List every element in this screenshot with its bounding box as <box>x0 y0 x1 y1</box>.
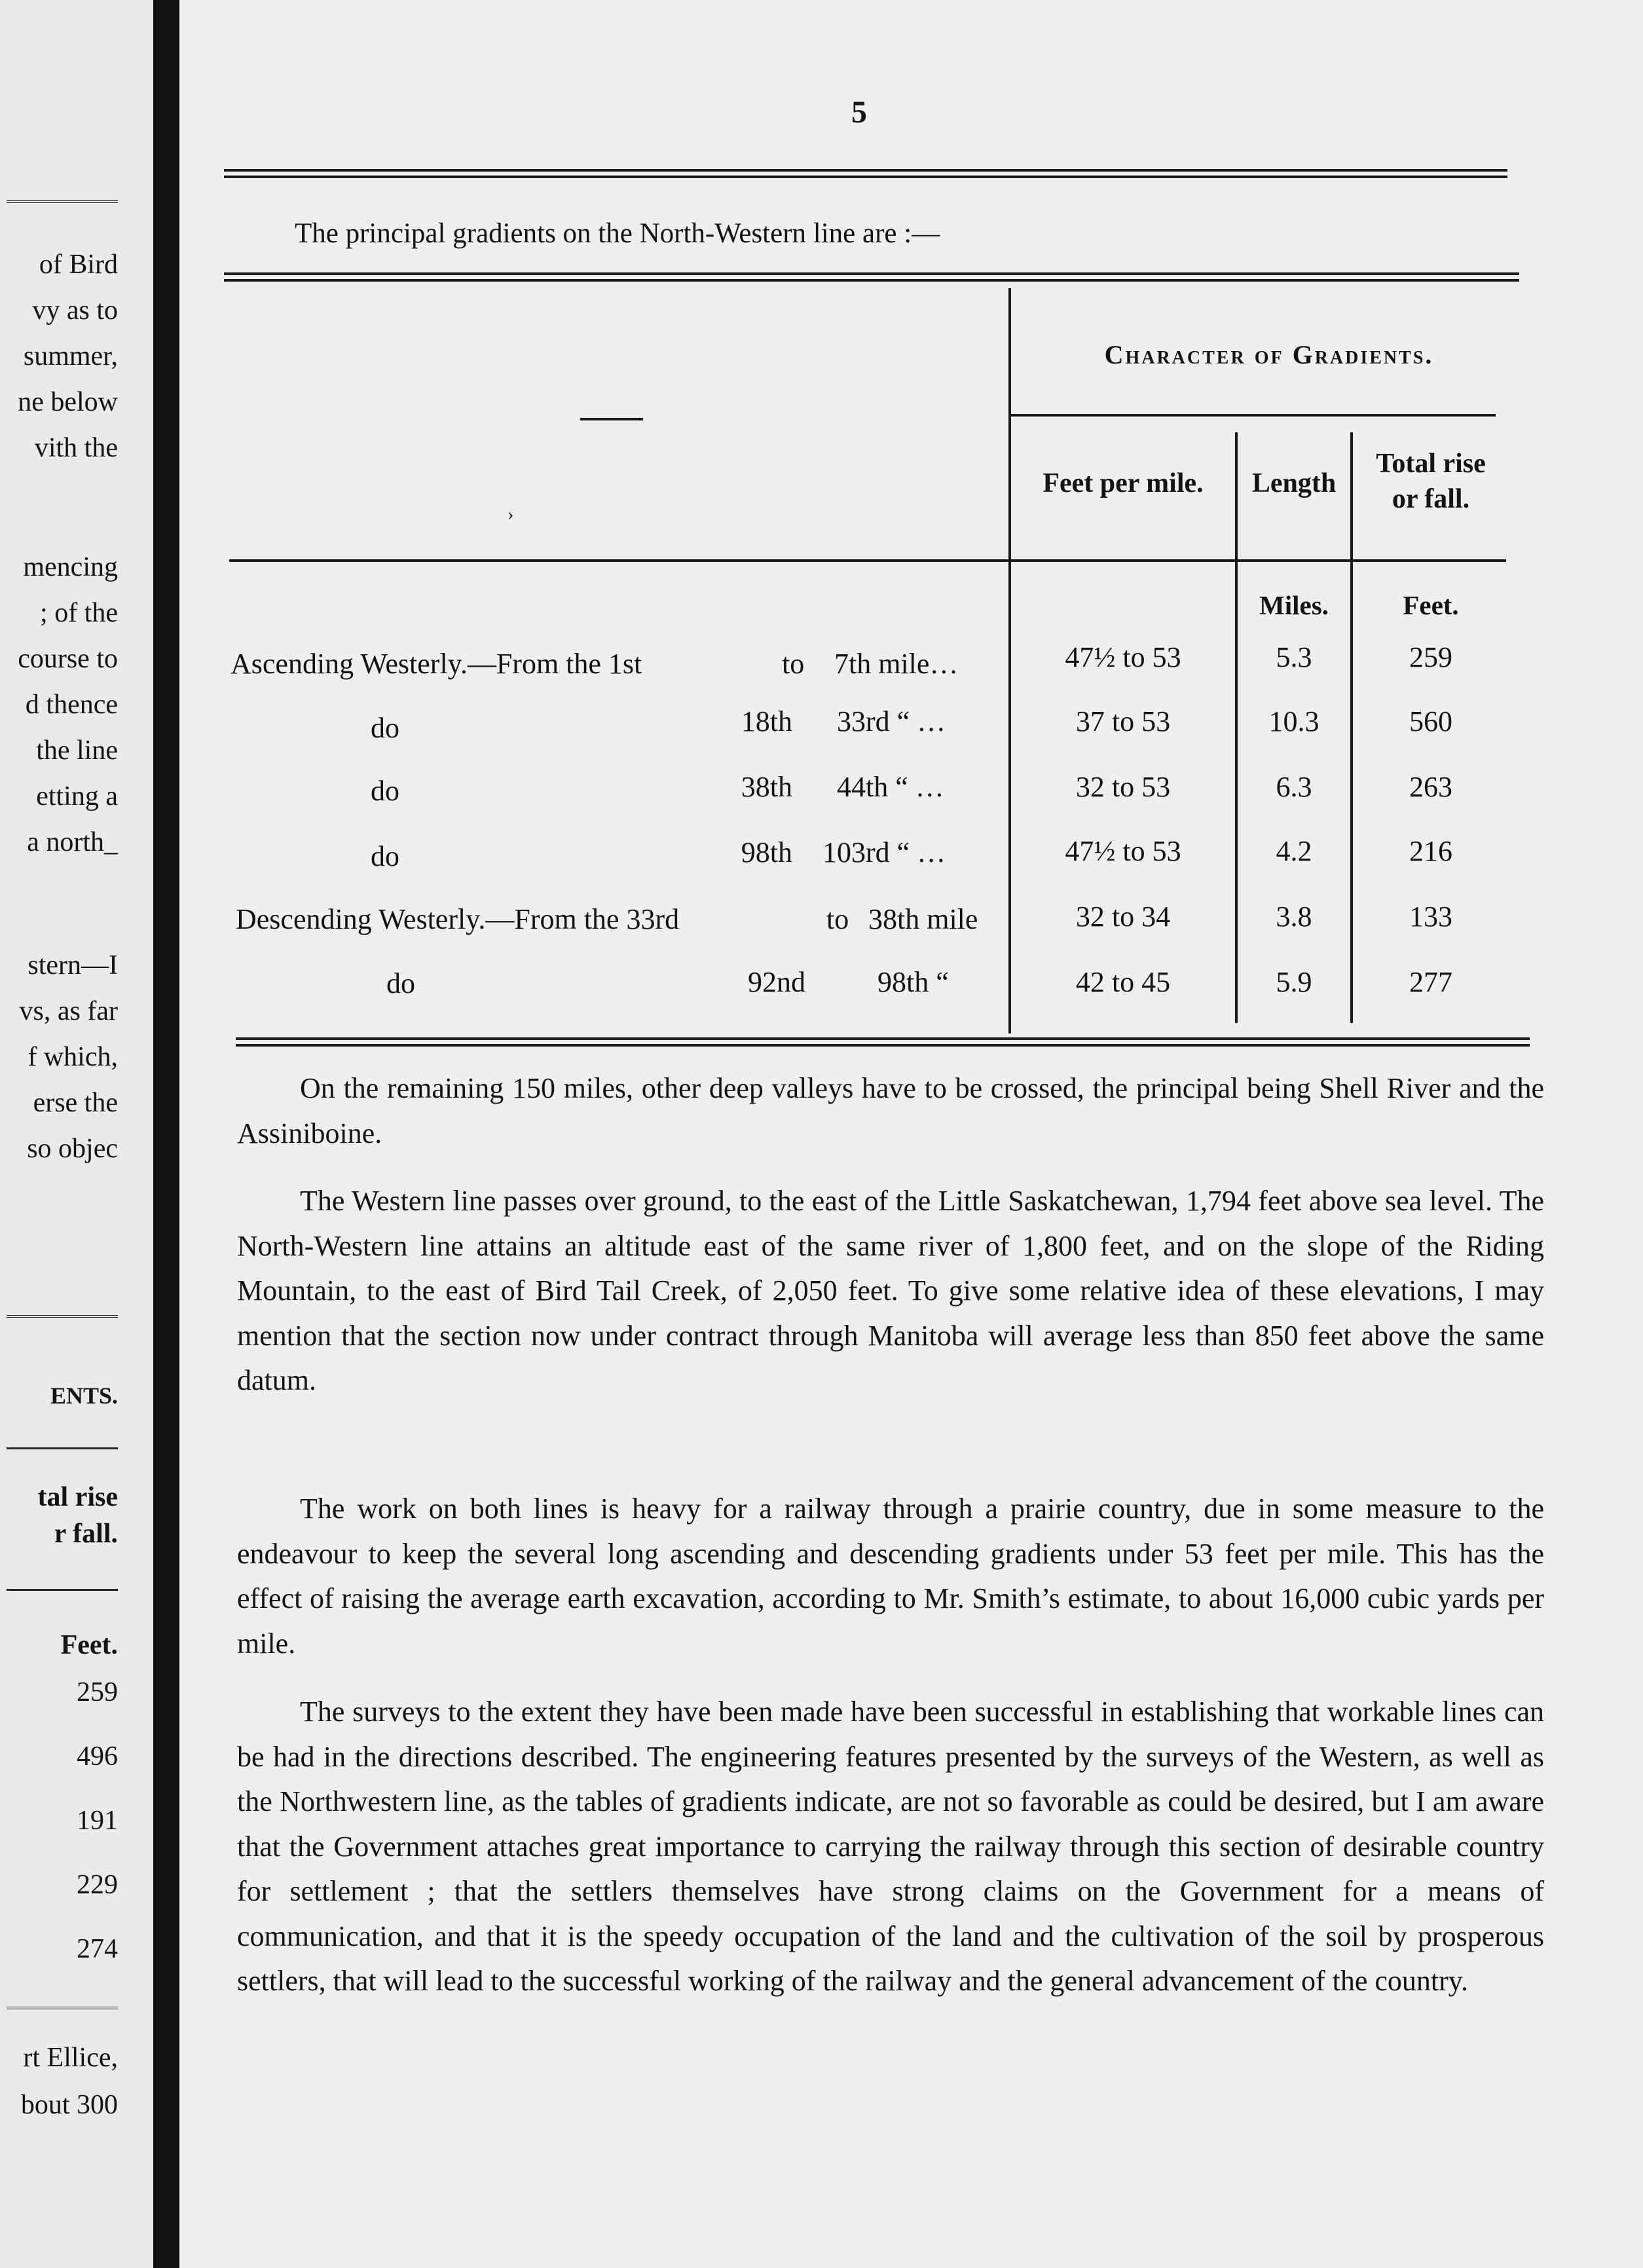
facing-line: the line <box>36 735 118 766</box>
top-double-rule <box>224 169 1507 178</box>
facing-line: vs, as far <box>19 996 118 1026</box>
col-header-length: Length <box>1251 468 1337 498</box>
body-paragraph: The Western line passes over ground, to the east of the Little Saskatchewan, 1,794 feet above sea level. The North-Western line attains an altitude east of the same river of 1,800 feet, and on the slope of the Riding Mountain, to the east of Bird Tail Creek, of 2,050 feet. To give some relative idea of these elevations, I may mention that the section now under contract through Manitoba will average less than 850 feet above the same datum. <box>237 1185 1544 1396</box>
facing-rule <box>7 1315 118 1323</box>
body-paragraph: The surveys to the extent they have been made have been successful in establishing that workable lines can be had in the directions described. The engineering features presented by the surveys of the Western, as well as the Northwestern line, as the tables of gradients indicate, are not so favorable as could be desired, but I am aware that the Government attaches great importance to carrying the railway through this section of desirable country for settlement ; that the settlers themselves have strong claims on the Government for a means of communication, and that it is the speedy occupation of the land and the cultivation of the soil by prosperous settlers, that will lead to the successful working of the railway and the general advancement of the country. <box>237 1696 1544 1997</box>
facing-line: vy as to <box>32 295 118 325</box>
page-number: 5 <box>851 95 867 130</box>
group-header: Character of Gradients. <box>1104 340 1434 369</box>
row-length: 4.2 <box>1276 835 1312 867</box>
row-total: 216 <box>1409 835 1452 867</box>
row-end: 44th “ … <box>837 771 944 803</box>
row-gradient: 47½ to 53 <box>1065 835 1181 867</box>
row-total: 560 <box>1409 705 1452 737</box>
row-total: 133 <box>1409 901 1452 933</box>
col-header-feet-per-mile: Feet per mile. <box>1043 468 1204 498</box>
facing-line: so objec <box>27 1134 118 1164</box>
facing-rule <box>7 2007 118 2015</box>
facing-line: summer, <box>23 341 118 371</box>
row-gradient: 42 to 45 <box>1075 966 1171 998</box>
row-gradient: 32 to 34 <box>1075 901 1171 933</box>
row-length: 3.8 <box>1276 901 1312 933</box>
facing-line: etting a <box>36 781 118 811</box>
facing-rule <box>7 200 118 208</box>
facing-line: rt Ellice, <box>23 2043 118 2073</box>
facing-value: 229 <box>77 1870 118 1900</box>
facing-line: of Bird <box>39 250 118 280</box>
facing-col-header: tal rise <box>37 1482 118 1512</box>
facing-line: ne below <box>18 387 118 417</box>
col-header-total: or fall. <box>1392 484 1470 514</box>
row-total: 277 <box>1409 966 1452 998</box>
row-to: to <box>782 648 805 680</box>
row-total: 259 <box>1409 641 1452 673</box>
facing-heading: ENTS. <box>50 1383 118 1409</box>
row-start: 38th <box>741 771 792 803</box>
table-bottom-rule <box>236 1037 1530 1047</box>
unit-miles: Miles. <box>1259 590 1329 620</box>
facing-value: 259 <box>77 1677 118 1707</box>
table-top-rule <box>224 272 1519 282</box>
row-end: 38th mile <box>868 903 978 935</box>
row-label: do <box>371 712 399 744</box>
facing-line: f which, <box>28 1042 118 1072</box>
table-intro: The principal gradients on the North-Western line are :— <box>295 218 940 249</box>
body-paragraph: On the remaining 150 miles, other deep valleys have to be crossed, the principal being Shell River and the Assiniboine. <box>237 1072 1544 1149</box>
facing-rule <box>7 1447 118 1449</box>
row-length: 5.9 <box>1276 966 1312 998</box>
row-gradient: 37 to 53 <box>1075 705 1171 737</box>
facing-line: a north_ <box>27 827 118 857</box>
row-start: 18th <box>741 705 792 737</box>
facing-rule <box>7 1589 118 1591</box>
header-bottom-rule <box>229 559 1506 562</box>
row-end: 33rd “ … <box>837 705 946 737</box>
facing-line: ; of the <box>40 598 118 628</box>
facing-page-fragment <box>0 0 153 2268</box>
row-length: 10.3 <box>1268 705 1320 737</box>
row-label: do <box>386 967 415 999</box>
facing-col-header: r fall. <box>54 1519 118 1549</box>
row-length: 6.3 <box>1276 771 1312 803</box>
unit-feet: Feet. <box>1403 590 1459 620</box>
facing-value: 496 <box>77 1741 118 1772</box>
col-header-total: Total rise <box>1376 449 1486 479</box>
group-header-rule <box>1011 414 1496 417</box>
row-start: 92nd <box>748 966 805 998</box>
facing-line: vith the <box>34 433 118 463</box>
facing-value: 274 <box>77 1934 118 1964</box>
row-total: 263 <box>1409 771 1452 803</box>
facing-unit: Feet. <box>60 1630 118 1660</box>
facing-line: erse the <box>33 1088 118 1118</box>
row-label: do <box>371 775 399 807</box>
facing-line: d thence <box>25 690 118 720</box>
facing-line: stern—I <box>28 950 118 980</box>
row-to: to <box>826 903 849 935</box>
facing-line: bout 300 <box>20 2090 118 2120</box>
stub-dash <box>580 418 643 420</box>
row-label: Ascending Westerly.—From the 1st <box>231 648 642 680</box>
row-length: 5.3 <box>1276 641 1312 673</box>
facing-line: mencing <box>23 552 118 582</box>
row-label: Descending Westerly.—From the 33rd <box>236 903 680 935</box>
body-paragraph: The work on both lines is heavy for a railway through a prairie country, due in some measure to the endeavour to keep the several long ascending and descending gradients under 53 feet per mile. This has the effect of raising the average earth excavation, according to Mr. Smith’s estimate, to about 16,000 cubic yards per mile. <box>237 1493 1544 1660</box>
row-start: 98th <box>741 836 792 868</box>
row-gradient: 47½ to 53 <box>1065 641 1181 673</box>
row-end: 103rd “ … <box>822 836 946 868</box>
row-end: 7th mile… <box>834 648 959 680</box>
row-gradient: 32 to 53 <box>1075 771 1171 803</box>
row-label: do <box>371 840 399 872</box>
stub-mark: › <box>508 504 514 525</box>
binding-gutter <box>153 0 179 2268</box>
row-end: 98th “ <box>877 966 949 998</box>
facing-value: 191 <box>77 1806 118 1836</box>
facing-line: course to <box>18 644 118 674</box>
